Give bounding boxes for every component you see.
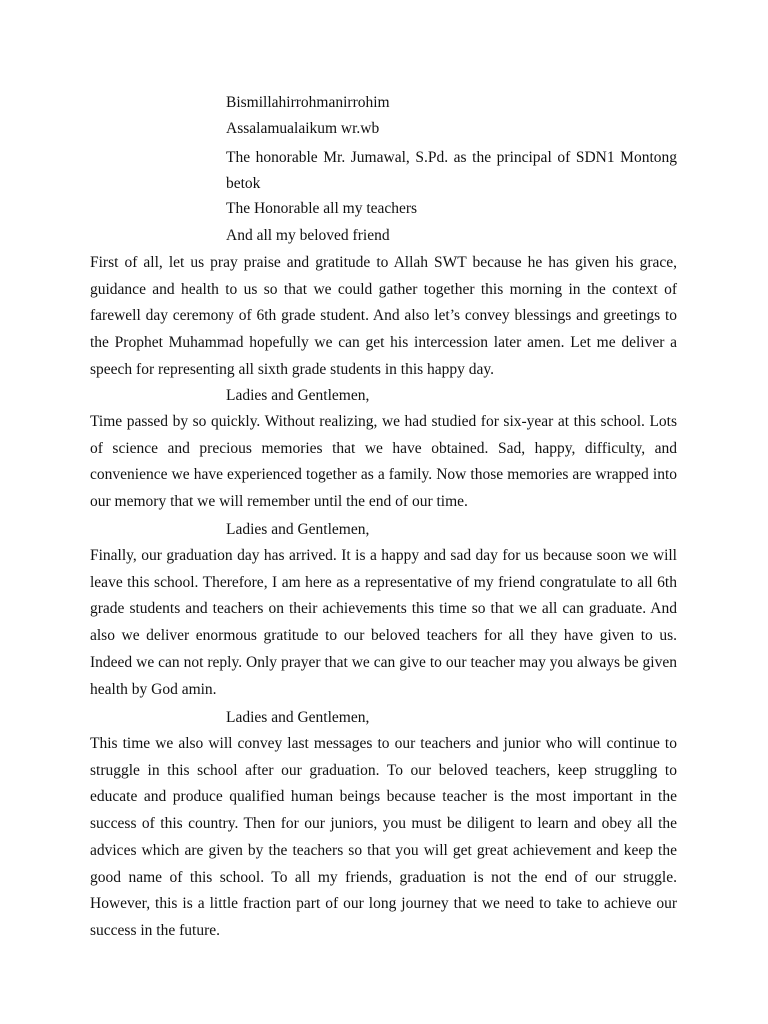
address-line-1: Ladies and Gentlemen, [226, 387, 370, 404]
paragraph-graduation: Finally, our graduation day has arrived. It is a happy and sad day for us because soon we will leave this school. Therefore, I am here as a representative of my friend congratulate to all 6th grade students and teachers on their achievements this time so that we all can graduate. And also we deliver enormous gratitude to our beloved teachers for all they have given to us. Indeed we can not reply. Only prayer that we can give to our teacher may you always be given health by God amin. [90, 547, 677, 698]
principal-salutation: The honorable Mr. Jumawal, S.Pd. as the principal of SDN1 Montong betok [226, 149, 677, 192]
paragraph-memories: Time passed by so quickly. Without realizing, we had studied for six-year at this school. Lots of science and precious memories that we have obtained. Sad, happy, difficulty, and convenience we have experienced together as a family. Now those memories are wrapped into our memory that we will remember until the end of our time. [90, 413, 677, 511]
greeting-line: Assalamualaikum wr.wb [226, 120, 380, 137]
friends-salutation: And all my beloved friend [226, 227, 390, 244]
teachers-salutation: The Honorable all my teachers [226, 200, 418, 217]
address-line-2: Ladies and Gentlemen, [226, 521, 370, 538]
paragraph-opening: First of all, let us pray praise and gratitude to Allah SWT because he has given his grace, guidance and health to us so that we could gather together this morning in the context of farewell day ceremony of 6th grade student. And also let’s convey blessings and greetings to the Prophet Muhammad hopefully we can get his intercession later amen. Let me deliver a speech for representing all sixth grade students in this happy day. [90, 254, 677, 378]
basmala-line: Bismillahirrohmanirrohim [226, 94, 390, 111]
address-line-3: Ladies and Gentlemen, [226, 709, 370, 726]
paragraph-messages: This time we also will convey last messages to our teachers and junior who will continue to struggle in this school after our graduation. To our beloved teachers, keep struggling to educate and produce qualified human beings because teacher is the most important in the success of this country. Then for our juniors, you must be diligent to learn and obey all the advices which are given by the teachers so that you will get great achievement and keep the good name of this school. To all my friends, graduation is not the end of our struggle. However, this is a little fraction part of our long journey that we need to take to achieve our success in the future. [90, 735, 677, 939]
